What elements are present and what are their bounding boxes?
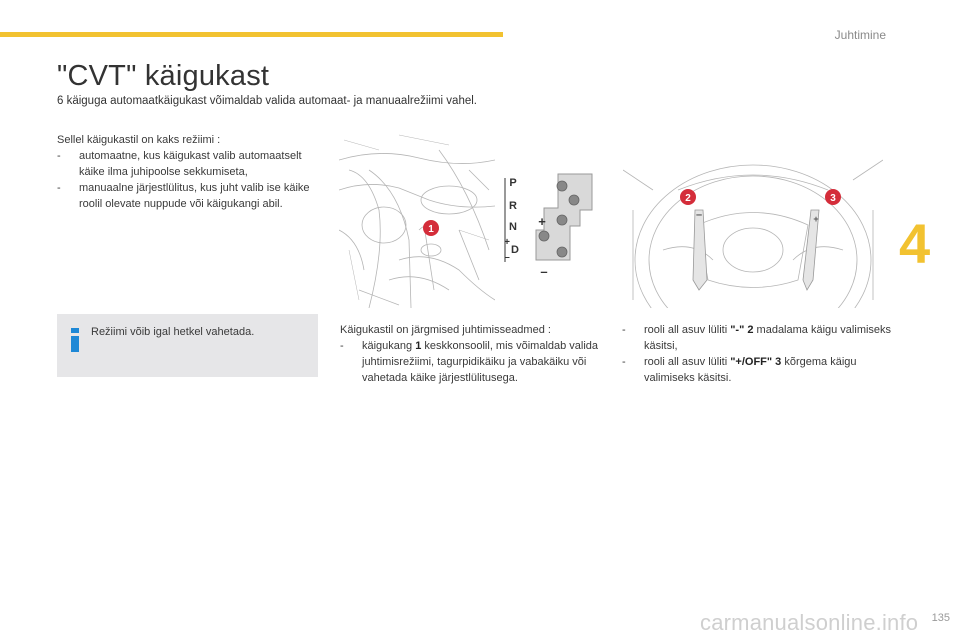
paddle-plus-mark: + xyxy=(813,214,819,224)
header-accent-bar xyxy=(0,32,503,37)
modes-description xyxy=(57,132,322,212)
gear-letter-r: R xyxy=(509,200,517,212)
console-illustration xyxy=(339,130,495,308)
controls-description xyxy=(340,322,605,386)
page-number: 135 xyxy=(931,612,950,624)
page-title: "CVT" käigukast xyxy=(57,60,270,92)
gear-letter-d: D xyxy=(511,244,519,256)
list-item: - automaatne, kus käigukast valib automaatselt käike ilma juhipoolse sekkumiseta, xyxy=(57,150,302,178)
gear-pattern-diagram xyxy=(500,130,600,308)
paddle-description xyxy=(622,322,897,386)
list-item: - rooli all asuv lüliti "-" 2 madalama käigu valimiseks käsitsi, xyxy=(622,324,892,352)
steering-wheel-illustration xyxy=(623,130,883,308)
modes-intro: Sellel käigukastil on kaks režiimi : xyxy=(57,134,221,146)
minus-label: – xyxy=(540,264,548,279)
paddle-minus-mark: – xyxy=(695,209,703,221)
list-item: - manuaalne järjestlülitus, kus juht valib ise käike roolil olevate nuppude või käigukangi abil. xyxy=(57,182,310,210)
callout-2-label: 2 xyxy=(685,193,691,204)
callout-1-label: 1 xyxy=(428,224,434,235)
info-box xyxy=(57,314,318,377)
list-item: - rooli all asuv lüliti "+/OFF" 3 kõrgema käigu valimiseks käsitsi. xyxy=(622,356,857,384)
page-subtitle: 6 käiguga automaatkäigukast võimaldab valida automaat- ja manuaalrežiimi vahel. xyxy=(57,95,477,107)
callout-3-label: 3 xyxy=(830,193,836,204)
plus-label: + xyxy=(538,214,546,229)
gear-letter-n: N xyxy=(509,221,517,233)
gear-plus: + xyxy=(504,237,510,248)
section-label: Juhtimine xyxy=(834,28,886,42)
info-text: Režiimi võib igal hetkel vahetada. xyxy=(91,326,255,338)
watermark: carmanualsonline.info xyxy=(700,610,919,635)
gear-minus: – xyxy=(504,252,510,263)
list-item: - käigukang 1 keskkonsoolil, mis võimaldab valida juhtimisrežiimi, tagurpidikäiku ja vabakäiku või vahetada käike järjestlülitusega. xyxy=(340,340,599,384)
gear-letter-p: P xyxy=(509,177,517,189)
info-icon xyxy=(71,328,79,352)
controls-intro: Käigukastil on järgmised juhtimisseadmed : xyxy=(340,324,551,336)
chapter-number: 4 xyxy=(899,212,931,275)
